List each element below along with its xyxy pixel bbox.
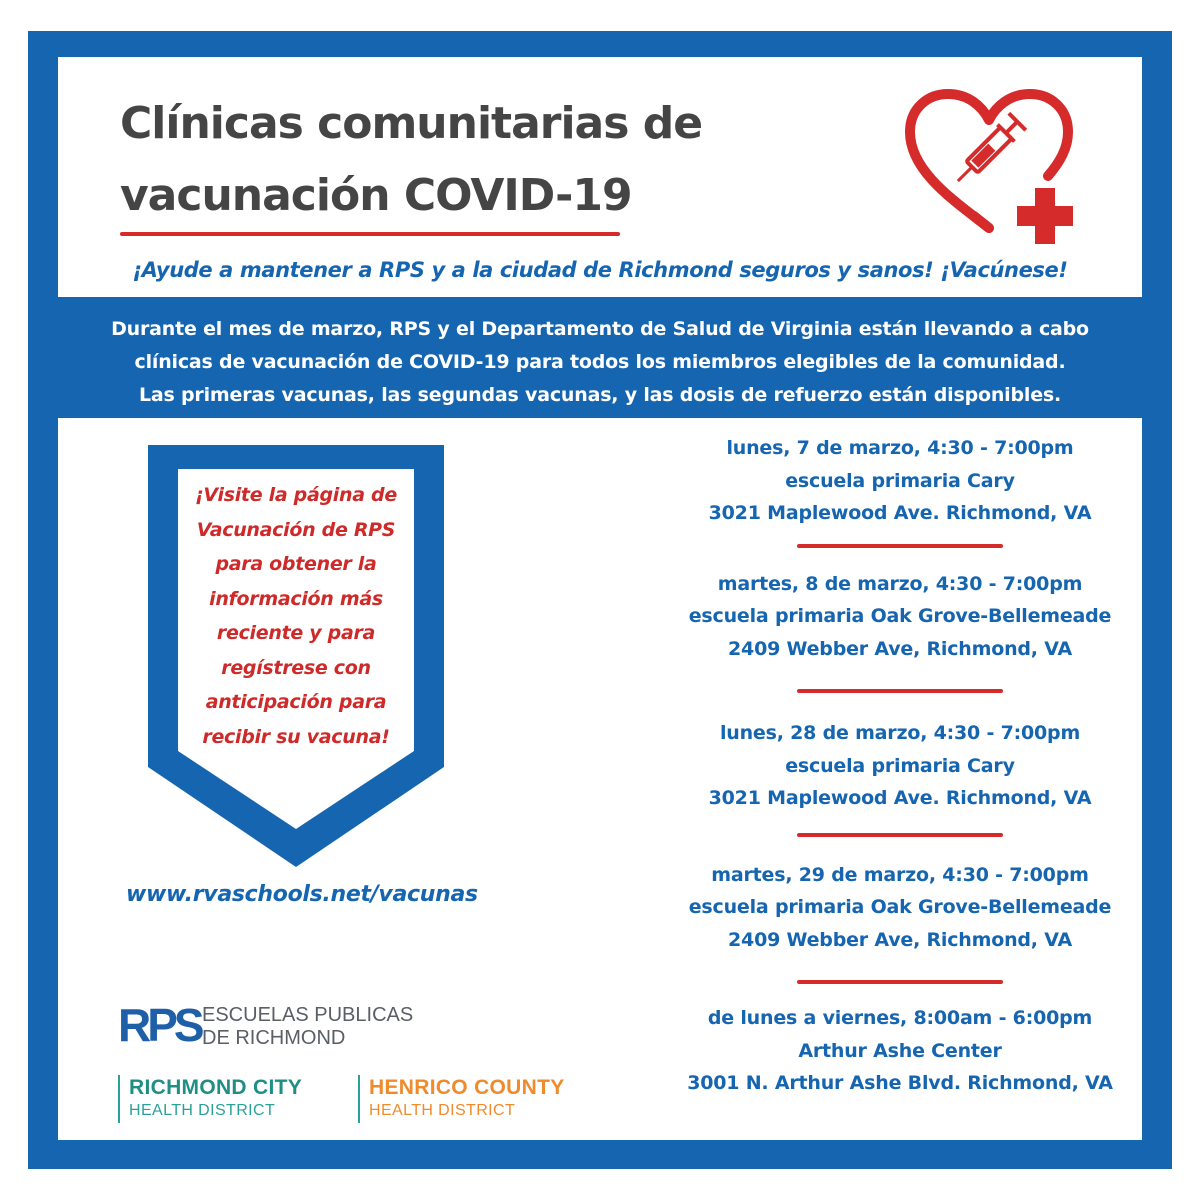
red-cross-icon <box>1014 184 1076 246</box>
clinic-divider <box>797 544 1003 548</box>
title-underline <box>120 232 620 236</box>
clinic-when: lunes, 28 de marzo, 4:30 - 7:00pm <box>719 722 1081 744</box>
clinic-place: escuela primaria Cary <box>785 754 1015 777</box>
clinic-divider <box>797 980 1003 984</box>
banner-line: para obtener la <box>215 553 377 575</box>
clinic-address: 2409 Webber Ave, Richmond, VA <box>728 637 1072 660</box>
banner-line: información más <box>209 587 383 610</box>
clinic-address: 3021 Maplewood Ave. Richmond, VA <box>708 502 1092 524</box>
banner-line: ¡Visite la página de <box>195 484 397 506</box>
intro-text <box>58 313 1142 412</box>
clinic-address: 3001 N. Arthur Ashe Blvd. Richmond, VA <box>687 1072 1113 1094</box>
banner-line: Vacunación de RPS <box>196 518 396 541</box>
intro-line: clínicas de vacunación de COVID-19 para todos los miembros elegibles de la comunidad. <box>134 351 1066 373</box>
banner-line: anticipación para <box>205 691 387 713</box>
clinic-address: 2409 Webber Ave, Richmond, VA <box>728 928 1072 951</box>
henrico-county-logo <box>358 1075 565 1123</box>
title-line-2: vacunación COVID-19 <box>120 170 632 221</box>
rps-mark: RPS <box>118 999 201 1051</box>
banner-line: regístrese con <box>221 656 371 679</box>
richmond-city-logo <box>118 1075 302 1123</box>
banner-text <box>180 478 412 754</box>
district-name: RICHMOND CITY <box>129 1076 303 1099</box>
heart-syringe-icon <box>896 88 1082 254</box>
clinic-place: escuela primaria Oak Grove-Bellemeade <box>688 605 1112 627</box>
clinic-place: escuela primaria Oak Grove-Bellemeade <box>688 896 1112 918</box>
clinic-place: Arthur Ashe Center <box>798 1039 1002 1062</box>
clinic-item <box>650 859 1150 957</box>
rps-name-line-1: ESCUELAS PUBLICAS <box>202 1004 414 1026</box>
clinic-when: de lunes a viernes, 8:00am - 6:00pm <box>707 1007 1093 1029</box>
clinic-list <box>650 432 1150 1100</box>
page-title <box>120 88 702 232</box>
website-link[interactable]: www.rvaschools.net/vacunas <box>126 882 478 907</box>
banner-line: reciente y para <box>216 622 376 644</box>
clinic-when: martes, 29 de marzo, 4:30 - 7:00pm <box>711 863 1089 886</box>
title-line-1: Clínicas comunitarias de <box>120 98 703 149</box>
district-sub: HEALTH DISTRICT <box>129 1102 276 1119</box>
clinic-address: 3021 Maplewood Ave. Richmond, VA <box>708 787 1092 809</box>
tagline: ¡Ayude a mantener a RPS y a la ciudad de Richmond seguros y sanos! ¡Vacúnese! <box>132 258 1068 282</box>
clinic-item <box>650 432 1150 530</box>
clinic-when: martes, 8 de marzo, 4:30 - 7:00pm <box>717 572 1083 595</box>
clinic-divider <box>797 833 1003 837</box>
intro-line: Durante el mes de marzo, RPS y el Departamento de Salud de Virginia están llevando a cabo <box>111 318 1089 340</box>
rps-name <box>202 1004 413 1050</box>
banner-line: recibir su vacuna! <box>202 725 390 748</box>
rps-name-line-2: DE RICHMOND <box>202 1027 346 1049</box>
intro-line: Las primeras vacunas, las segundas vacunas, y las dosis de refuerzo están disponibles. <box>138 384 1062 406</box>
clinic-item <box>650 1002 1150 1100</box>
clinic-divider <box>797 689 1003 693</box>
clinic-when: lunes, 7 de marzo, 4:30 - 7:00pm <box>726 437 1074 459</box>
clinic-item <box>650 568 1150 666</box>
clinic-item <box>650 717 1150 815</box>
district-sub: HEALTH DISTRICT <box>369 1102 516 1119</box>
district-name: HENRICO COUNTY <box>369 1076 565 1099</box>
clinic-place: escuela primaria Cary <box>785 469 1015 492</box>
